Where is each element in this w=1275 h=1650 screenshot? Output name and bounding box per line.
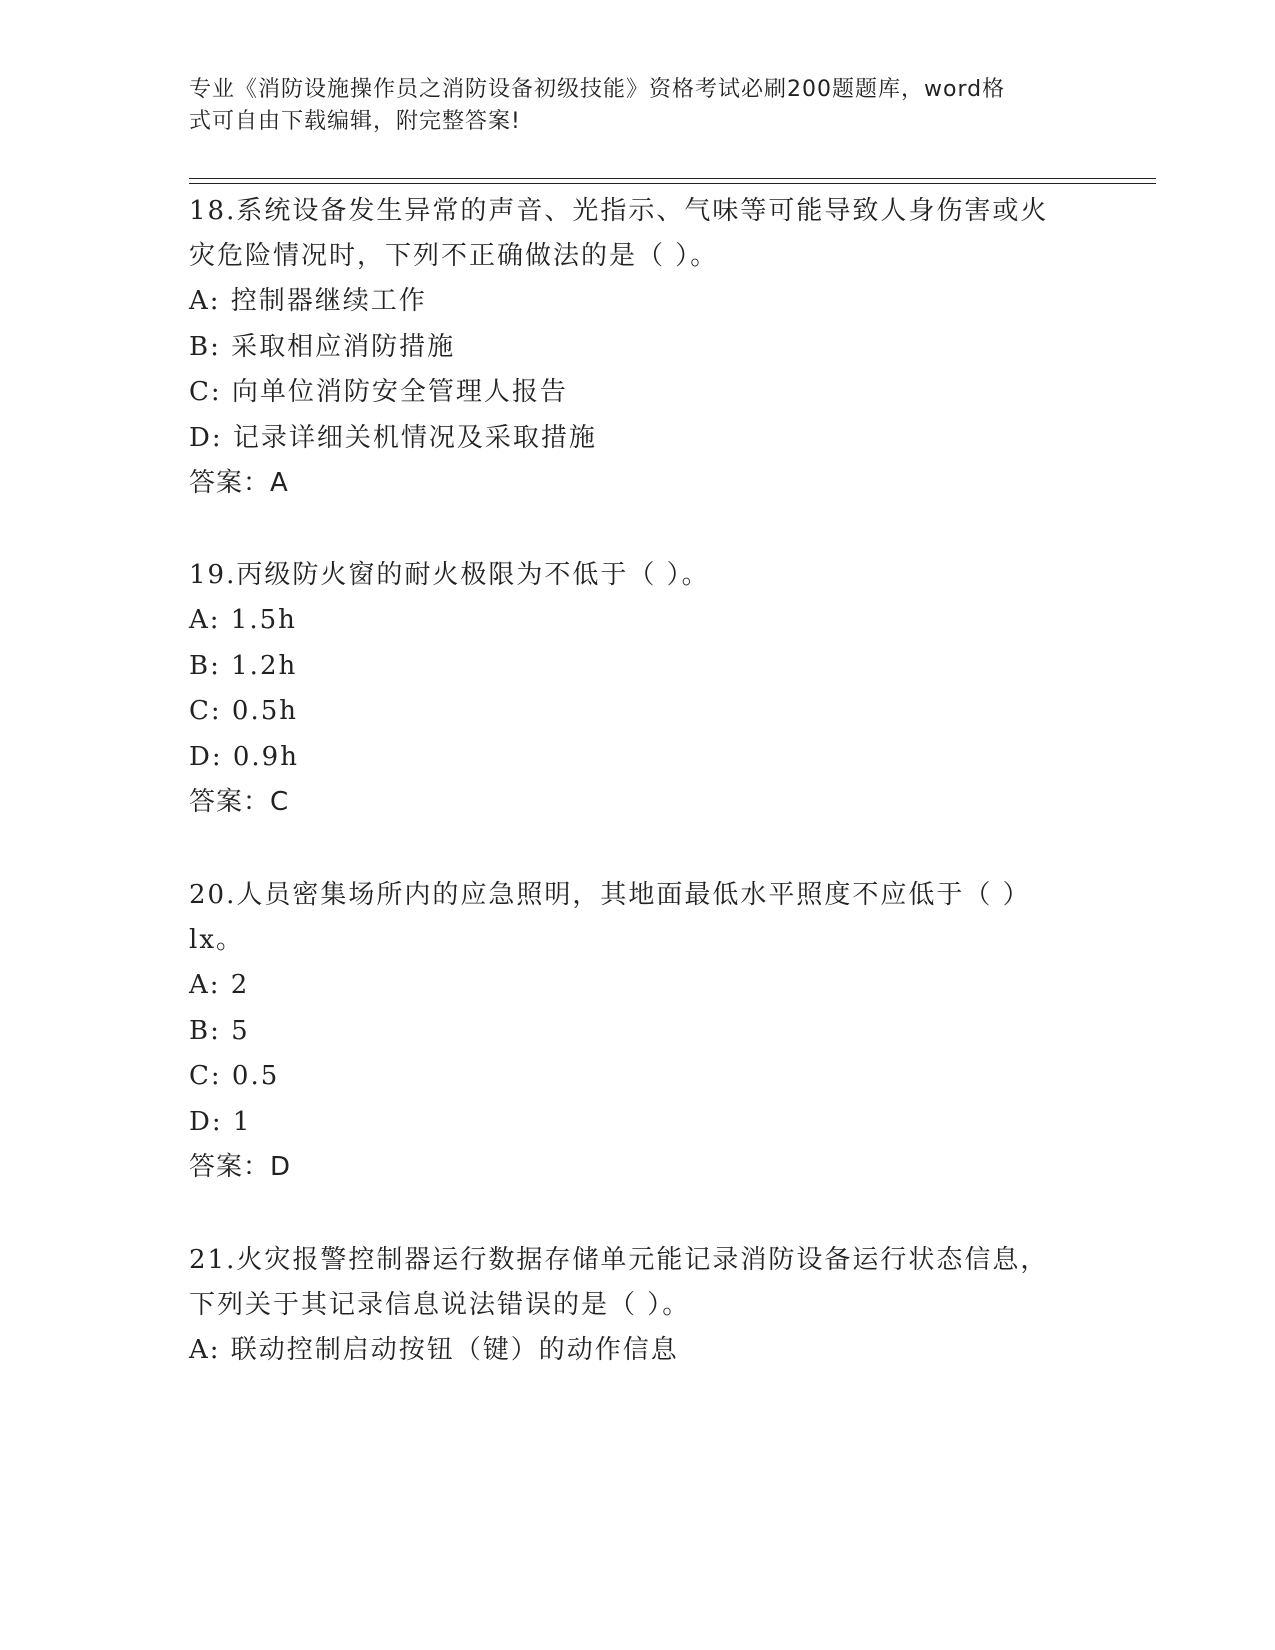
option-d: D: 1	[189, 1106, 252, 1137]
option-a: A: 2	[189, 970, 250, 1000]
option-a: A: 1.5h	[189, 605, 297, 635]
document-header	[189, 74, 1069, 138]
option-b: B: 1.2h	[189, 650, 298, 681]
header-line-2: 式可自由下载编辑，附完整答案!	[189, 109, 521, 134]
answer: 答案：D	[189, 1152, 292, 1182]
option-d: D: 0.9h	[189, 741, 299, 772]
option-d: D: 记录详细关机情况及采取措施	[189, 422, 597, 453]
question-stem-line-1: 18.系统设备发生异常的声音、光指示、气味等可能导致人身伤害或火	[189, 196, 1049, 226]
question-21	[189, 1238, 1089, 1374]
question-20	[189, 873, 1089, 1190]
header-line-1: 专业《消防设施操作员之消防设备初级技能》资格考试必刷200题题库，word格	[189, 77, 1006, 102]
header-divider-bottom	[189, 183, 1156, 184]
answer: 答案：A	[189, 468, 289, 498]
question-stem-line-1: 20.人员密集场所内的应急照明，其地面最低水平照度不应低于（ ）	[189, 880, 1031, 910]
question-stem-line-1: 19.丙级防火窗的耐火极限为不低于（ ）。	[189, 560, 710, 590]
option-c: C: 0.5	[189, 1061, 280, 1091]
option-b: B: 采取相应消防措施	[189, 331, 456, 362]
question-stem-line-1: 21.火灾报警控制器运行数据存储单元能记录消防设备运行状态信息，	[189, 1245, 1049, 1275]
question-18	[189, 189, 1089, 506]
question-stem-line-2: 灾危险情况时，下列不正确做法的是（ ）。	[189, 241, 719, 271]
question-19	[189, 553, 1089, 825]
option-a: A: 控制器继续工作	[189, 286, 427, 316]
question-stem-line-2: lx。	[189, 925, 244, 955]
option-c: C: 向单位消防安全管理人报告	[189, 377, 568, 407]
option-b: B: 5	[189, 1015, 250, 1046]
option-a: A: 联动控制启动按钮（键）的动作信息	[189, 1335, 679, 1365]
question-stem-line-2: 下列关于其记录信息说法错误的是（ ）。	[189, 1290, 691, 1320]
option-c: C: 0.5h	[189, 696, 299, 726]
answer: 答案：C	[189, 787, 290, 817]
header-divider-top	[189, 178, 1156, 179]
